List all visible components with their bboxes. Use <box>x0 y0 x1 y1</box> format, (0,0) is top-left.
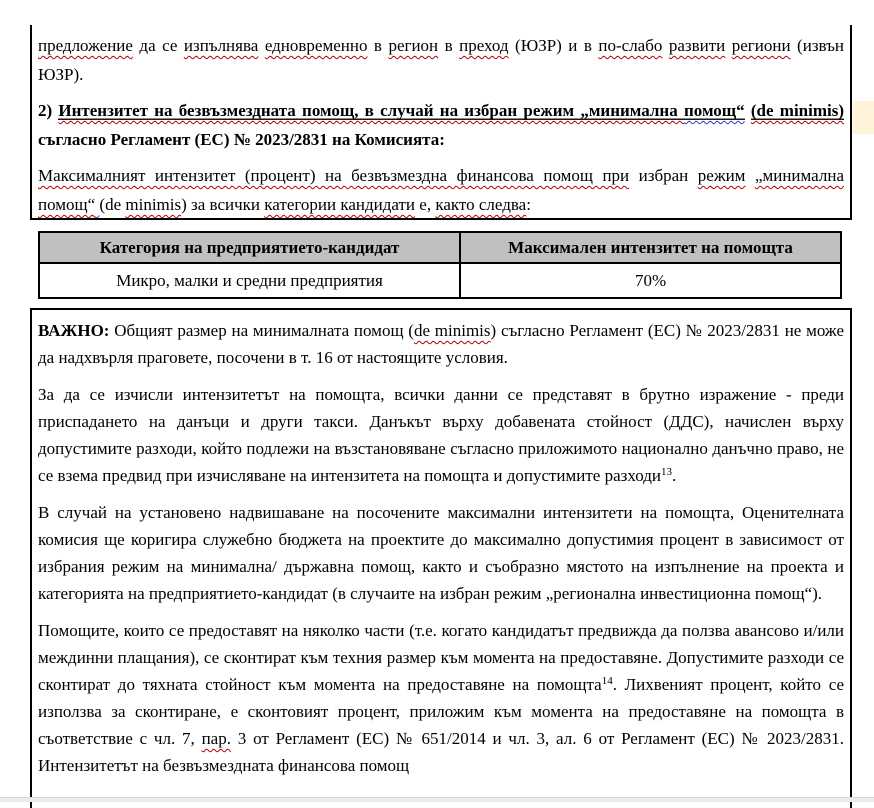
paragraph-max-intensity: Максималният интензитет (процент) на безвъзмездна финансова помощ при избран режим „минимална помощ“ (de minimis) за всички категории кандидати е, както следва: <box>38 166 844 214</box>
comment-highlight-mark <box>853 101 874 134</box>
important-note-box <box>30 308 852 808</box>
column-header-category: Категория на предприятието-кандидат <box>39 232 460 263</box>
paragraph-exceeding-intensity: В случай на установено надвишаване на посочените максимални интензитети на помощта, Оценителната комисия ще коригира служебно бюджета на проектите до максимално допустимия процент в зависимост от избрания режим на минимална/ държавна помощ, както и съобразно мястото на изпълнение на проекта и категорията на предприятието-кандидат (в случаите на избран режим „регионална инвестиционна помощ“). <box>38 503 844 603</box>
window-bottom-edge <box>0 797 874 802</box>
table-header-row <box>39 232 841 263</box>
aid-intensity-table <box>38 231 842 299</box>
cell-intensity-value: 70% <box>460 263 841 298</box>
column-header-max-intensity: Максимален интензитет на помощта <box>460 232 841 263</box>
paragraph-installments-discounting: Помощите, които се предоставят на няколко части (т.е. когато кандидатът предвижда да ползва авансово и/или междинни плащания), се сконтират към техния размер към момента на предоставяне. Допустимите разходи се сконтират до тяхната стойност към момента на предоставяне на помощта$^{14}$. Лихвеният процент, който се използва за сконтиране, е сконтовият процент, приложим към момента на предоставяне на помощта в съответствие с чл. 7, пар. 3 от Регламент (ЕС) № 651/2014 и чл. 3, ал. 6 от Регламент (ЕС) № 2023/2831. Интензитетът на безвъзмездната финансова помощ <box>38 621 845 775</box>
paragraph-regions: предложение да се изпълнява едновременно в регион в преход (ЮЗР) и в по-слабо развити региони (извън ЮЗР). <box>38 36 845 84</box>
heading-grant-intensity: 2) Интензитет на безвъзмездната помощ, в случай на избран режим „минимална помощ“ (de minimis) съгласно Регламент (ЕС) № 2023/2831 на Комисията: <box>38 101 845 149</box>
paragraph-important: ВАЖНО: Общият размер на минималната помощ (de minimis) съгласно Регламент (ЕС) № 2023/2831 не може да надхвърля праговете, посочени в т. 16 от настоящите условия. <box>38 321 845 367</box>
paragraph-gross-expression: За да се изчисли интензитетът на помощта, всички данни се представят в брутно изражение - преди приспадането на данъци и други такси. Данъкът върху добавената стойност (ДДС), начислен върху допустимите разходи, който подлежи на възстановяване съгласно приложимото национално данъчно право, не се взема предвид при изчисляване на интензитета на помощта и допустимите разходи$^{13}$. <box>38 385 844 485</box>
cell-enterprise-category: Микро, малки и средни предприятия <box>39 263 460 298</box>
table-row <box>39 263 841 298</box>
intro-text-box <box>30 25 852 220</box>
